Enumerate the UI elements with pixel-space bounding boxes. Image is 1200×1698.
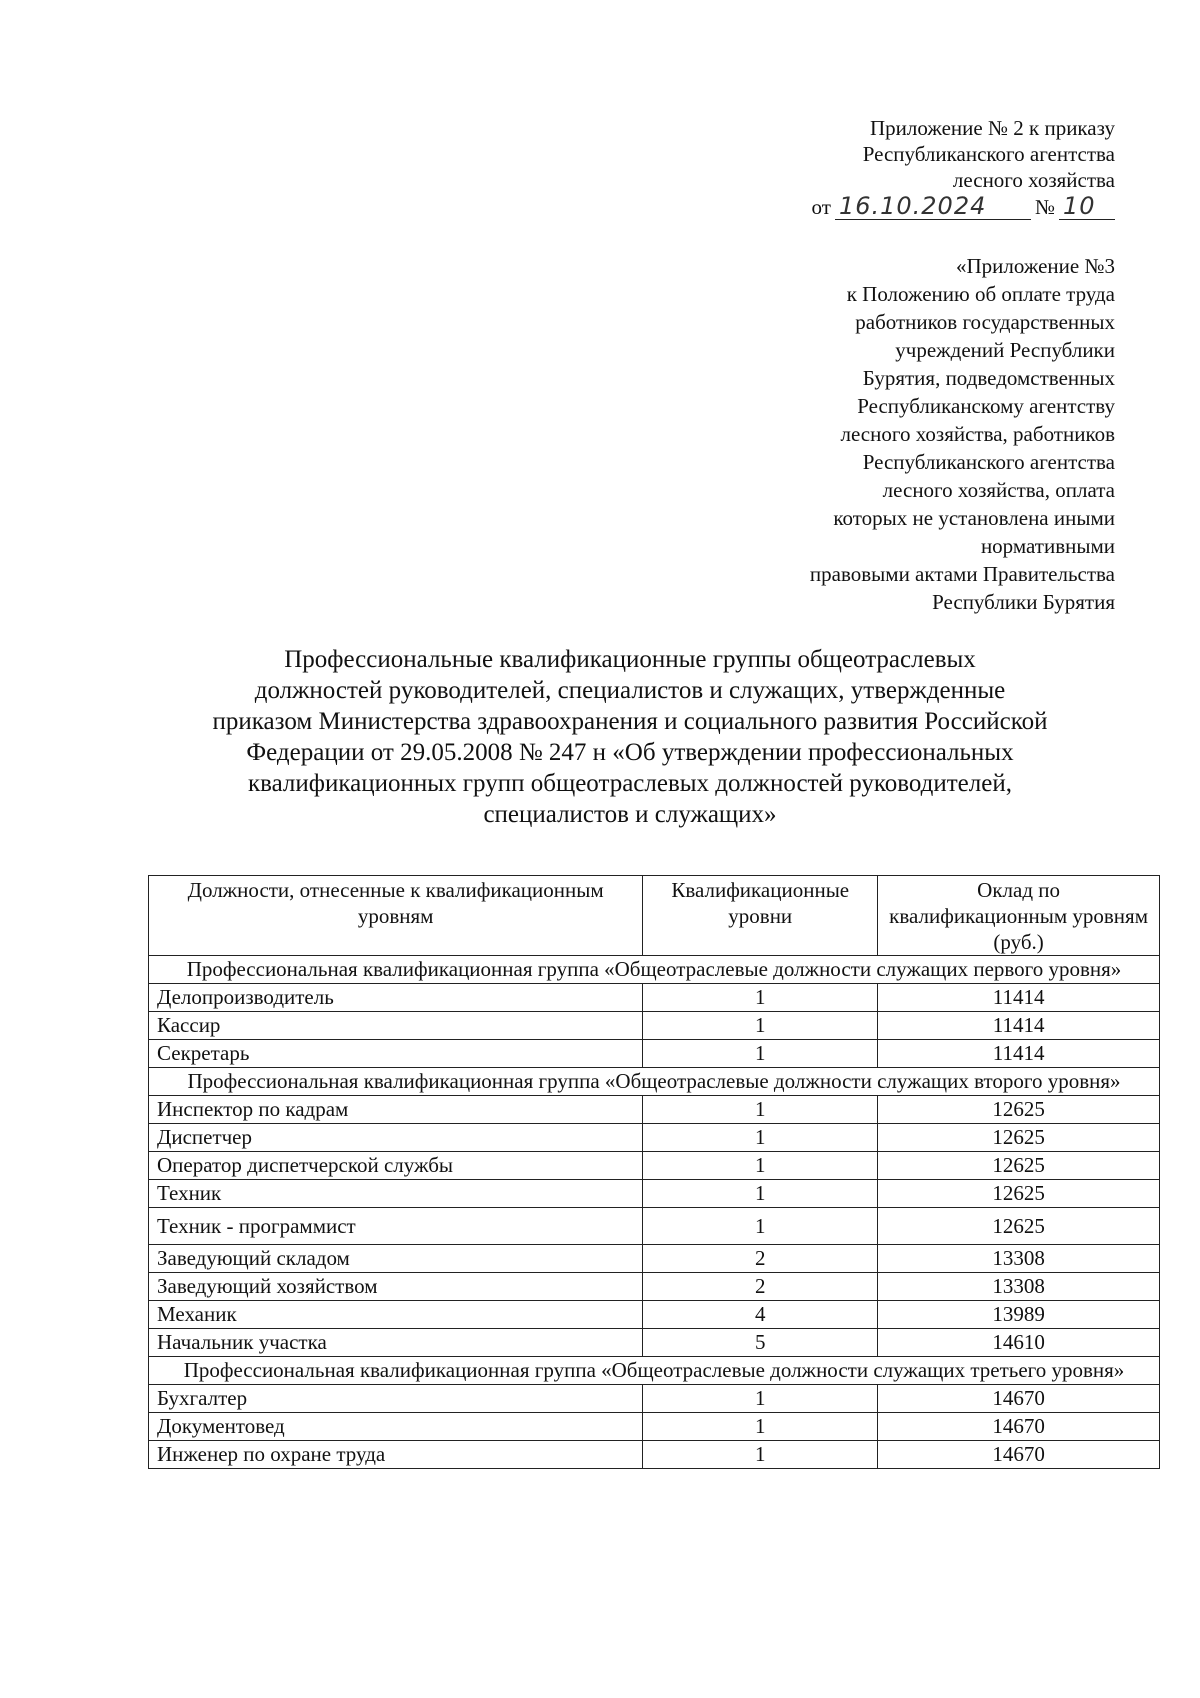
cell-level: 1: [643, 1385, 878, 1413]
table-header-row: [149, 876, 1160, 956]
table-row: [149, 984, 1160, 1012]
reference-line: работников государственных: [855, 310, 1115, 334]
cell-salary: 12625: [878, 1208, 1160, 1245]
table-row: [149, 1012, 1160, 1040]
appendix-line: Республиканского агентства: [862, 142, 1115, 166]
table-row: [149, 1273, 1160, 1301]
table-row: [149, 1208, 1160, 1245]
cell-salary: 13308: [878, 1245, 1160, 1273]
table-row: [149, 1124, 1160, 1152]
group-title-row: [149, 1357, 1160, 1385]
cell-position: Начальник участка: [149, 1329, 643, 1357]
cell-salary: 13989: [878, 1301, 1160, 1329]
appendix-header: [695, 115, 1115, 220]
cell-level: 1: [643, 984, 878, 1012]
cell-level: 1: [643, 1413, 878, 1441]
reference-line: «Приложение №3: [956, 254, 1115, 278]
cell-level: 2: [643, 1245, 878, 1273]
cell-salary: 11414: [878, 1040, 1160, 1068]
reference-line: которых не установлена иными: [833, 506, 1115, 530]
handwritten-order-number: 10: [1059, 193, 1115, 220]
table-row: [149, 1385, 1160, 1413]
table-row: [149, 1180, 1160, 1208]
appendix-line: лесного хозяйства: [952, 168, 1115, 192]
cell-salary: 14670: [878, 1385, 1160, 1413]
cell-position: Заведующий складом: [149, 1245, 643, 1273]
title-line: Федерации от 29.05.2008 № 247 н «Об утверждении профессиональных: [246, 739, 1014, 766]
cell-level: 1: [643, 1012, 878, 1040]
cell-level: 1: [643, 1441, 878, 1469]
cell-level: 5: [643, 1329, 878, 1357]
cell-position: Кассир: [149, 1012, 643, 1040]
reference-line: Республиканского агентства: [862, 450, 1115, 474]
cell-position: Механик: [149, 1301, 643, 1329]
title-line: Профессиональные квалификационные группы общеотраслевых: [284, 646, 976, 673]
cell-position: Инспектор по кадрам: [149, 1096, 643, 1124]
reference-line: лесного хозяйства, оплата: [882, 478, 1115, 502]
reference-line: лесного хозяйства, работников: [840, 422, 1115, 446]
cell-position: Делопроизводитель: [149, 984, 643, 1012]
table-row: [149, 1301, 1160, 1329]
reference-line: Бурятия, подведомственных: [862, 366, 1115, 390]
group-title-row: [149, 1068, 1160, 1096]
cell-position: Секретарь: [149, 1040, 643, 1068]
cell-level: 1: [643, 1208, 878, 1245]
cell-salary: 11414: [878, 1012, 1160, 1040]
reference-line: Республиканскому агентству: [857, 394, 1115, 418]
cell-level: 4: [643, 1301, 878, 1329]
cell-salary: 12625: [878, 1124, 1160, 1152]
cell-position: Бухгалтер: [149, 1385, 643, 1413]
group-title: Профессиональная квалификационная группа «Общеотраслевые должности служащих первого уровня»: [149, 956, 1160, 984]
cell-position: Заведующий хозяйством: [149, 1273, 643, 1301]
number-prefix: №: [1034, 195, 1055, 219]
cell-salary: 11414: [878, 984, 1160, 1012]
date-prefix: от: [811, 195, 831, 219]
cell-level: 1: [643, 1180, 878, 1208]
header-level: Квалификационные уровни: [643, 876, 878, 956]
cell-salary: 12625: [878, 1152, 1160, 1180]
cell-salary: 14670: [878, 1413, 1160, 1441]
cell-level: 2: [643, 1273, 878, 1301]
cell-level: 1: [643, 1152, 878, 1180]
header-salary: Оклад по квалификационным уровням (руб.): [878, 876, 1160, 956]
table-row: [149, 1096, 1160, 1124]
document-title: [150, 644, 1110, 830]
table-row: [149, 1040, 1160, 1068]
group-title-row: [149, 956, 1160, 984]
reference-line: Республики Бурятия: [932, 590, 1115, 614]
cell-salary: 13308: [878, 1273, 1160, 1301]
cell-level: 1: [643, 1124, 878, 1152]
reference-line: к Положению об оплате труда: [846, 282, 1115, 306]
cell-position: Инженер по охране труда: [149, 1441, 643, 1469]
regulation-reference: [695, 252, 1115, 616]
title-line: квалификационных групп общеотраслевых должностей руководителей,: [248, 770, 1012, 797]
cell-level: 1: [643, 1096, 878, 1124]
header-position: Должности, отнесенные к квалификационным уровням: [149, 876, 643, 956]
handwritten-order-date: 16.10.2024: [835, 193, 1031, 220]
order-date-number-line: [695, 193, 1115, 220]
cell-position: Техник - программист: [149, 1208, 643, 1245]
cell-salary: 12625: [878, 1180, 1160, 1208]
cell-salary: 14670: [878, 1441, 1160, 1469]
reference-line: правовыми актами Правительства: [809, 562, 1115, 586]
reference-line: учреждений Республики: [895, 338, 1115, 362]
cell-position: Документовед: [149, 1413, 643, 1441]
cell-position: Оператор диспетчерской службы: [149, 1152, 643, 1180]
cell-level: 1: [643, 1040, 878, 1068]
table-row: [149, 1441, 1160, 1469]
cell-salary: 14610: [878, 1329, 1160, 1357]
group-title: Профессиональная квалификационная группа «Общеотраслевые должности служащих второго уровня»: [149, 1068, 1160, 1096]
reference-line: нормативными: [980, 534, 1115, 558]
title-line: специалистов и служащих»: [483, 801, 777, 828]
salary-table: [148, 875, 1160, 1469]
group-title: Профессиональная квалификационная группа «Общеотраслевые должности служащих третьего уровня»: [149, 1357, 1160, 1385]
table-row: [149, 1152, 1160, 1180]
table-row: [149, 1329, 1160, 1357]
cell-position: Диспетчер: [149, 1124, 643, 1152]
table-row: [149, 1413, 1160, 1441]
title-line: приказом Министерства здравоохранения и социального развития Российской: [212, 708, 1048, 735]
title-line: должностей руководителей, специалистов и служащих, утвержденные: [254, 677, 1006, 704]
cell-salary: 12625: [878, 1096, 1160, 1124]
cell-position: Техник: [149, 1180, 643, 1208]
table-row: [149, 1245, 1160, 1273]
appendix-line: Приложение № 2 к приказу: [870, 116, 1115, 140]
